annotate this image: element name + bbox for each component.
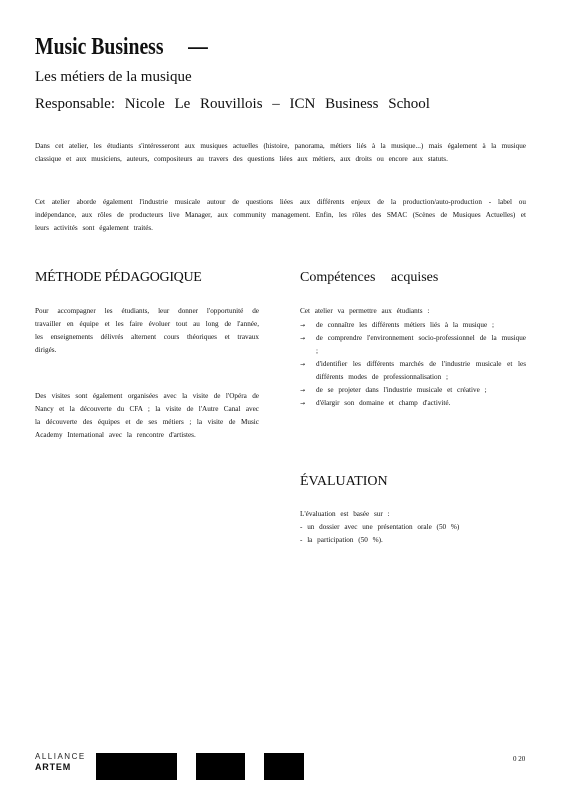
intro-paragraph-1: Dans cet atelier, les étudiants s'intéresseront aux musiques actuelles (histoire, panorama, métiers liés à la musique...) mais également à la musique classique et aux musiciens, auteurs, compositeurs au travers des questions liées aux métiers, aux droits ou encore aux statuts. [35, 142, 526, 163]
evaluation-heading: ÉVALUATION [300, 474, 388, 489]
logo-top-text: ALLIANCE [35, 752, 86, 761]
logo-bottom-text: ARTEM [35, 762, 71, 772]
methode-heading: MÉTHODE PÉDAGOGIQUE [35, 270, 202, 285]
methode-paragraph-2: Des visites sont également organisées avec la visite de l'Opéra de Nancy et la découverte du CFA ; la visite de l'Autre Canal avec la découverte des équipes et de ses métiers ; la visite de Music Academy International avec la rencontre d'artistes. [35, 392, 259, 439]
title-main: Music Business [35, 34, 164, 60]
arrow-icon: → [300, 400, 306, 407]
list-item-text: d'élargir son domaine et champ d'activité. [316, 399, 451, 407]
alliance-artem-logo [35, 752, 86, 773]
redaction-box [264, 753, 304, 780]
redaction-box [96, 753, 177, 780]
list-item-text: de se projeter dans l'industrie musicale et créative ; [316, 386, 487, 394]
list-item [300, 384, 526, 397]
list-item [300, 319, 526, 332]
evaluation-line-2: - la participation (50 %). [300, 536, 383, 544]
competences-heading: Compétences acquises [300, 270, 439, 285]
arrow-icon: → [300, 387, 306, 394]
list-item-text: d'identifier les différents marchés de l'industrie musicale et les différents modes de professionnalisation ; [316, 360, 526, 381]
list-item-text: de connaître les différents métiers liés à la musique ; [316, 321, 494, 329]
list-item [300, 332, 526, 358]
title-dash: — [188, 34, 208, 60]
list-item [300, 397, 526, 410]
competences-intro: Cet atelier va permettre aux étudiants : [300, 307, 430, 315]
arrow-icon: → [300, 322, 306, 329]
page-title [35, 34, 208, 61]
list-item [300, 358, 526, 384]
arrow-icon: → [300, 335, 306, 342]
methode-paragraph-1: Pour accompagner les étudiants, leur donner l'opportunité de travailler en équipe et les faire évoluer tout au long de l'année, les enseignements délivrés alternent cours théoriques et travaux dirigés. [35, 307, 259, 354]
intro-paragraph-2: Cet atelier aborde également l'industrie musicale autour de questions liées aux différents enjeux de la production/auto-production - label ou indépendance, aux rôles de producteurs live Manager, aux community management. Enfin, les rôles des SMAC (Scènes de Musiques Actuelles) et leurs activités sont également traités. [35, 198, 526, 232]
redaction-box [196, 753, 245, 780]
page-number: 0 20 [513, 755, 526, 763]
list-item-text: de comprendre l'environnement socio-professionnel de la musique ; [316, 334, 526, 355]
competences-list [300, 319, 526, 410]
evaluation-line-1: - un dossier avec une présentation orale (50 %) [300, 523, 460, 531]
responsable-line: Responsable: Nicole Le Rouvillois – ICN Business School [35, 96, 430, 112]
evaluation-block [300, 508, 526, 547]
evaluation-intro: L'évaluation est basée sur : [300, 510, 390, 518]
arrow-icon: → [300, 361, 306, 368]
page-subtitle: Les métiers de la musique [35, 69, 192, 85]
